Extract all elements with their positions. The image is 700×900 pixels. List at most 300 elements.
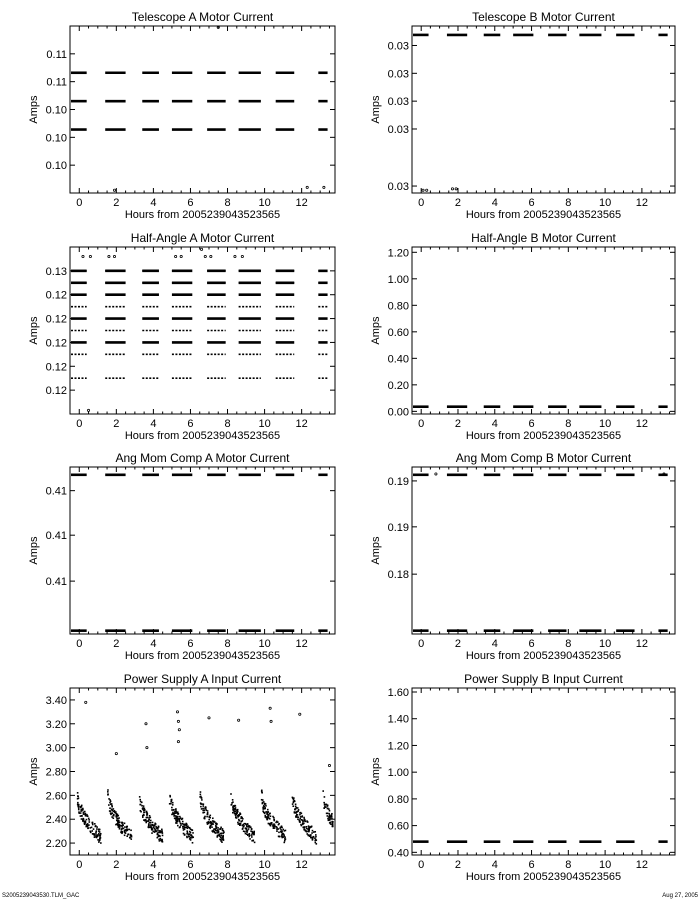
data-point	[271, 822, 273, 824]
y-tick-label: 0.10	[45, 160, 67, 173]
y-axis-label: Amps	[28, 316, 40, 345]
x-tick-label: 0	[418, 859, 425, 871]
data-point	[324, 806, 326, 808]
data-point	[78, 812, 80, 814]
data-point	[180, 255, 182, 257]
data-point	[247, 823, 249, 825]
data-point	[332, 823, 334, 825]
data-point	[88, 818, 90, 820]
data-point	[233, 809, 235, 811]
data-point	[182, 827, 184, 829]
data-point	[207, 812, 209, 814]
x-tick-label: 12	[635, 859, 649, 871]
data-point	[299, 713, 301, 715]
y-tick-label: 0.11	[46, 76, 67, 89]
data-point	[235, 815, 237, 817]
data-point	[246, 829, 248, 831]
data-point	[96, 837, 98, 839]
data-point	[172, 802, 174, 804]
x-tick-label: 6	[528, 638, 535, 650]
y-tick-label: 1.00	[387, 767, 409, 780]
plot-frame	[412, 467, 675, 634]
data-point	[248, 828, 250, 830]
data-point	[121, 822, 123, 824]
data-point	[171, 809, 173, 811]
data-point	[175, 255, 177, 257]
data-point	[87, 827, 89, 829]
data-point	[146, 811, 148, 813]
data-point	[88, 819, 90, 821]
data-point	[238, 820, 240, 822]
data-point	[307, 835, 309, 837]
data-point	[82, 255, 84, 257]
x-tick-label: 6	[187, 418, 194, 430]
data-point	[91, 830, 93, 832]
data-point	[276, 829, 278, 831]
x-tick-label: 2	[454, 418, 462, 430]
data-point	[111, 803, 113, 805]
data-point	[220, 827, 222, 829]
data-point	[314, 840, 316, 842]
data-point	[173, 809, 175, 811]
data-point	[238, 719, 240, 721]
data-point	[304, 826, 306, 828]
data-point	[294, 812, 296, 814]
data-point	[270, 815, 272, 817]
data-point	[331, 817, 333, 819]
data-point	[209, 821, 211, 823]
data-point	[215, 832, 217, 834]
x-tick-label: 6	[528, 859, 535, 871]
data-point	[176, 822, 178, 824]
data-point	[212, 817, 214, 819]
data-point	[223, 831, 225, 833]
data-point	[78, 809, 80, 811]
data-point	[141, 805, 143, 807]
data-point	[191, 829, 193, 831]
data-point	[110, 801, 112, 803]
data-point	[178, 729, 180, 731]
data-point	[162, 835, 164, 837]
data-point	[327, 813, 329, 815]
data-point	[146, 747, 148, 749]
x-tick-label: 8	[224, 638, 231, 650]
data-point	[283, 833, 285, 835]
data-point	[171, 814, 173, 816]
data-point	[113, 255, 115, 257]
data-point	[177, 812, 179, 814]
footer-filename: S2005239043530.TLM_GAC	[2, 893, 80, 899]
data-point	[251, 833, 253, 835]
data-point	[88, 824, 90, 826]
data-point	[328, 813, 330, 815]
data-point	[295, 803, 297, 805]
y-tick-label: 0.10	[45, 132, 67, 145]
data-point	[249, 833, 251, 835]
data-point	[201, 808, 203, 810]
data-point	[184, 827, 186, 829]
data-point	[124, 834, 126, 836]
data-point	[267, 811, 269, 813]
data-point	[239, 824, 241, 826]
data-point	[91, 822, 93, 824]
x-tick-label: 12	[295, 638, 308, 650]
data-point	[206, 813, 208, 815]
data-point	[171, 799, 173, 801]
x-axis-label: Hours from 2005239043523565	[124, 430, 281, 442]
x-tick-label: 4	[491, 859, 498, 871]
data-point	[128, 829, 130, 831]
data-point	[331, 814, 333, 816]
data-point	[315, 834, 317, 836]
x-tick-label: 2	[113, 859, 120, 871]
data-point	[143, 819, 145, 821]
data-point	[83, 813, 85, 815]
data-point	[110, 813, 112, 815]
data-point	[263, 811, 265, 813]
y-tick-label: 0.03	[387, 40, 409, 53]
data-point	[324, 796, 326, 798]
data-point	[201, 799, 203, 801]
x-tick-label: 4	[150, 638, 157, 650]
data-point	[100, 833, 102, 835]
data-marks	[71, 26, 328, 191]
y-tick-label: 0.19	[387, 475, 409, 488]
data-point	[187, 825, 189, 827]
x-tick-label: 6	[187, 197, 194, 209]
y-tick-label: 1.40	[387, 713, 409, 726]
x-tick-label: 2	[454, 638, 462, 650]
data-point	[261, 790, 263, 792]
data-point	[306, 826, 308, 828]
data-point	[124, 822, 126, 824]
data-point	[121, 828, 123, 830]
data-point	[328, 764, 330, 766]
data-point	[262, 803, 264, 805]
data-point	[145, 822, 147, 824]
x-tick-label: 0	[418, 638, 425, 650]
x-tick-label: 4	[491, 638, 498, 650]
chart-panel	[370, 231, 675, 442]
data-point	[147, 813, 149, 815]
data-point	[176, 711, 178, 713]
data-point	[223, 839, 225, 841]
data-point	[309, 834, 311, 836]
data-point	[175, 812, 177, 814]
data-point	[174, 815, 176, 817]
y-tick-label: 3.00	[45, 742, 67, 755]
data-point	[84, 820, 86, 822]
data-point	[188, 833, 190, 835]
data-point	[200, 248, 202, 250]
x-axis-label: Hours from 2005239043523565	[465, 209, 622, 221]
data-point	[118, 820, 120, 822]
data-point	[95, 825, 97, 827]
x-tick-label: 10	[258, 418, 271, 430]
data-point	[327, 815, 329, 817]
y-tick-label: 0.03	[387, 68, 409, 81]
x-tick-label: 0	[76, 418, 83, 430]
data-point	[192, 842, 194, 844]
data-point	[313, 831, 315, 833]
data-point	[143, 814, 145, 816]
data-point	[221, 841, 223, 843]
data-point	[152, 825, 154, 827]
data-point	[292, 803, 294, 805]
data-point	[85, 701, 87, 703]
data-point	[159, 832, 161, 834]
data-point	[78, 797, 80, 799]
y-tick-label: 1.60	[387, 687, 409, 700]
x-tick-label: 8	[565, 418, 572, 430]
y-tick-label: 0.41	[45, 530, 67, 543]
y-tick-label: 0.40	[387, 353, 409, 366]
x-tick-label: 8	[224, 197, 231, 209]
data-point	[126, 835, 128, 837]
data-point	[98, 830, 100, 832]
y-axis-label: Amps	[28, 757, 40, 786]
data-point	[426, 189, 428, 191]
data-point	[183, 825, 185, 827]
data-point	[179, 816, 181, 818]
data-point	[251, 840, 253, 842]
data-point	[327, 807, 329, 809]
data-point	[311, 826, 313, 828]
data-point	[177, 741, 179, 743]
data-point	[240, 818, 242, 820]
data-point	[151, 829, 153, 831]
data-point	[422, 189, 424, 191]
data-point	[313, 836, 315, 838]
data-point	[281, 836, 283, 838]
x-tick-label: 6	[528, 197, 535, 209]
data-point	[100, 842, 102, 844]
y-axis-label: Amps	[370, 316, 382, 345]
data-point	[184, 834, 186, 836]
data-point	[118, 817, 120, 819]
chart-panel	[28, 451, 335, 662]
x-tick-label: 8	[224, 859, 231, 871]
data-point	[267, 814, 269, 816]
y-tick-label: 0.11	[46, 48, 67, 61]
data-point	[77, 804, 79, 806]
data-point	[276, 826, 278, 828]
data-point	[142, 807, 144, 809]
data-point	[185, 824, 187, 826]
data-point	[142, 816, 144, 818]
x-axis-label: Hours from 2005239043523565	[465, 871, 622, 883]
data-point	[169, 796, 171, 798]
data-point	[222, 830, 224, 832]
data-point	[264, 808, 266, 810]
data-point	[85, 814, 87, 816]
data-point	[278, 823, 280, 825]
plot-frame	[70, 467, 335, 634]
data-point	[293, 802, 295, 804]
data-point	[107, 791, 109, 793]
data-point	[203, 817, 205, 819]
data-point	[306, 833, 308, 835]
data-point	[157, 828, 159, 830]
chart-title: Telescope B Motor Current	[472, 10, 615, 24]
data-point	[327, 818, 329, 820]
data-point	[118, 826, 120, 828]
data-point	[91, 827, 93, 829]
data-point	[231, 804, 233, 806]
data-point	[181, 823, 183, 825]
data-point	[308, 829, 310, 831]
x-tick-label: 2	[454, 859, 462, 871]
data-point	[210, 255, 212, 257]
data-point	[251, 834, 253, 836]
data-point	[205, 808, 207, 810]
data-point	[315, 836, 317, 838]
data-point	[283, 842, 285, 844]
data-point	[246, 826, 248, 828]
data-point	[220, 839, 222, 841]
data-point	[111, 806, 113, 808]
data-point	[222, 828, 224, 830]
data-point	[127, 834, 129, 836]
data-point	[143, 809, 145, 811]
data-point	[215, 822, 217, 824]
x-tick-label: 6	[528, 418, 535, 430]
y-tick-label: 0.13	[45, 265, 67, 278]
data-point	[331, 813, 333, 815]
data-point	[221, 833, 223, 835]
data-point	[269, 813, 271, 815]
data-point	[121, 830, 123, 832]
data-point	[209, 826, 211, 828]
data-point	[187, 832, 189, 834]
data-point	[297, 807, 299, 809]
chart-panel	[370, 451, 675, 662]
y-tick-label: 0.60	[387, 820, 409, 833]
data-point	[299, 821, 301, 823]
data-point	[159, 830, 161, 832]
data-point	[268, 823, 270, 825]
data-point	[156, 837, 158, 839]
data-point	[275, 822, 277, 824]
data-point	[161, 830, 163, 832]
data-point	[233, 805, 235, 807]
data-point	[145, 723, 147, 725]
x-tick-label: 12	[295, 859, 308, 871]
x-axis-label: Hours from 2005239043523565	[465, 430, 622, 442]
y-tick-label: 0.03	[387, 123, 409, 136]
data-point	[177, 825, 179, 827]
data-point	[148, 819, 150, 821]
data-point	[82, 819, 84, 821]
data-point	[170, 803, 172, 805]
data-point	[261, 799, 263, 801]
data-point	[107, 793, 109, 795]
data-point	[177, 816, 179, 818]
data-point	[329, 818, 331, 820]
x-tick-label: 10	[598, 859, 612, 871]
data-point	[99, 829, 101, 831]
data-point	[242, 828, 244, 830]
data-point	[329, 816, 331, 818]
y-tick-label: 3.20	[45, 718, 67, 731]
x-tick-label: 4	[491, 197, 498, 209]
data-point	[150, 820, 152, 822]
data-point	[269, 707, 271, 709]
data-point	[276, 830, 278, 832]
data-point	[150, 824, 152, 826]
data-point	[221, 835, 223, 837]
data-point	[306, 831, 308, 833]
x-tick-label: 12	[635, 197, 649, 209]
data-point	[159, 840, 161, 842]
data-point	[140, 811, 142, 813]
data-point	[269, 818, 271, 820]
y-tick-label: 0.41	[45, 485, 67, 498]
data-point	[212, 820, 214, 822]
data-point	[185, 827, 187, 829]
data-point	[176, 817, 178, 819]
x-tick-label: 8	[565, 859, 572, 871]
data-point	[149, 815, 151, 817]
x-tick-label: 12	[295, 197, 308, 209]
data-point	[183, 823, 185, 825]
y-tick-label: 0.18	[387, 569, 409, 582]
data-point	[303, 823, 305, 825]
data-point	[303, 817, 305, 819]
data-point	[323, 802, 325, 804]
data-point	[295, 806, 297, 808]
data-point	[78, 807, 80, 809]
data-point	[329, 822, 331, 824]
data-point	[239, 823, 241, 825]
data-point	[87, 409, 89, 411]
data-point	[161, 840, 163, 842]
data-point	[80, 812, 82, 814]
data-point	[300, 824, 302, 826]
data-point	[272, 816, 274, 818]
data-point	[301, 816, 303, 818]
data-point	[234, 255, 236, 257]
data-point	[299, 812, 301, 814]
chart-title: Ang Mom Comp A Motor Current	[115, 451, 290, 465]
data-point	[113, 189, 115, 191]
data-point	[77, 792, 79, 794]
data-point	[239, 812, 241, 814]
data-point	[216, 830, 218, 832]
x-tick-label: 4	[491, 418, 498, 430]
data-point	[262, 808, 264, 810]
data-point	[304, 819, 306, 821]
data-point	[117, 815, 119, 817]
data-point	[241, 821, 243, 823]
y-tick-label: 0.19	[387, 521, 409, 534]
data-point	[222, 835, 224, 837]
data-point	[301, 813, 303, 815]
data-point	[131, 835, 133, 837]
data-point	[87, 824, 89, 826]
data-point	[205, 806, 207, 808]
data-point	[148, 826, 150, 828]
data-point	[232, 812, 234, 814]
data-point	[118, 821, 120, 823]
data-point	[170, 801, 172, 803]
x-tick-label: 10	[598, 638, 612, 650]
y-axis-label: Amps	[370, 95, 382, 124]
data-point	[206, 816, 208, 818]
y-tick-label: 2.40	[45, 814, 67, 827]
data-point	[207, 810, 209, 812]
data-point	[92, 824, 94, 826]
